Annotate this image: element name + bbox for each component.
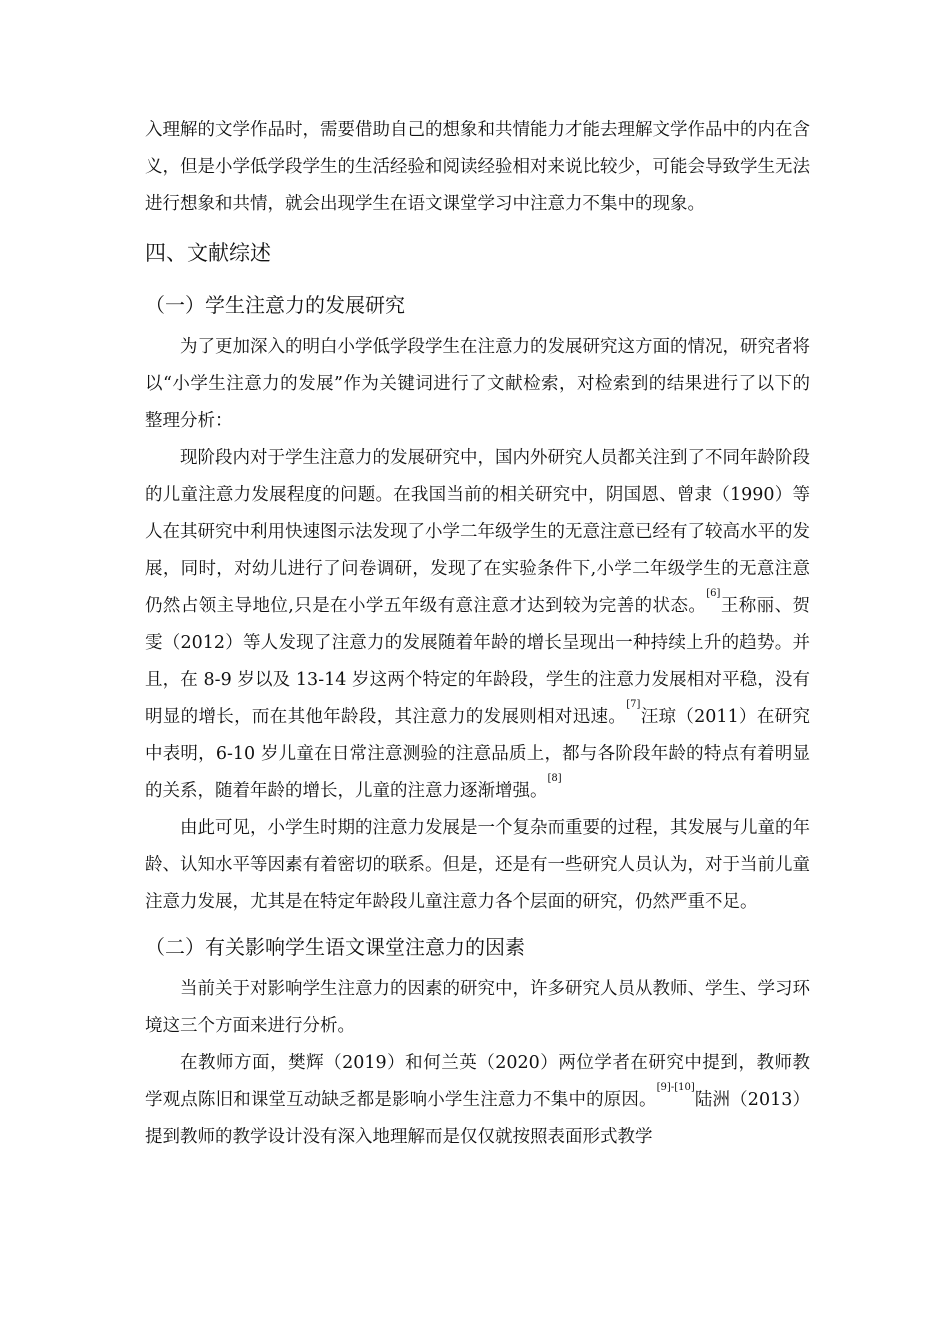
text-segment: 现阶段内对于学生注意力的发展研究中，国内外研究人员都关注到了不同年龄阶段的儿童注意力发展程度的问题。在我国当前的相关研究中，阴国恩、曾隶（1990）等人在其研究中利用快速图示法发现了小学二年级学生的无意注意已经有了较高水平的发展，同时，对幼儿进行了问卷调研，发现了在实验条件下,小学二年级学生的无意注意仍然占领主导地位,只是在小学五年级有意注意才达到较为完善的状态。 <box>145 448 810 616</box>
paragraph-continuation: 入理解的文学作品时，需要借助自己的想象和共情能力才能去理解文学作品中的内在含义，但是小学低学段学生的生活经验和阅读经验相对来说比较少，可能会导致学生无法进行想象和共情，就会出现学生在语文课堂学习中注意力不集中的现象。 <box>145 120 810 214</box>
citation-ref-6: [6] <box>706 588 721 599</box>
paragraph-search-intro: 为了更加深入的明白小学低学段学生在注意力的发展研究这方面的情况，研究者将以“小学生注意力的发展”作为关键词进行了文献检索，对检索到的结果进行了以下的整理分析： <box>145 337 810 431</box>
text-segment: 汪琼（2011）在研究中表明，6-10 岁儿童在日常注意测验的注意品质上，都与各阶段年龄的特点有着明显的关系，随着年龄的增长，儿童的注意力逐渐增强。 <box>145 707 810 801</box>
citation-ref-9-10: [9]-[10] <box>656 1082 695 1093</box>
paragraph-teacher-factors <box>145 1045 810 1156</box>
text-segment: 陆洲（2013）提到教师的教学设计没有深入地理解而是仅仅就按照表面形式教学 <box>145 1090 810 1147</box>
paragraph-research-findings <box>145 440 810 810</box>
section-heading-literature-review: 四、文献综述 <box>145 241 271 265</box>
subsection-heading-influencing-factors: （二）有关影响学生语文课堂注意力的因素 <box>145 935 525 959</box>
citation-ref-8: [8] <box>547 773 562 784</box>
paragraph-summary: 由此可见，小学生时期的注意力发展是一个复杂而重要的过程，其发展与儿童的年龄、认知水平等因素有着密切的联系。但是，还是有一些研究人员认为，对于当前儿童注意力发展，尤其是在特定年龄段儿童注意力各个层面的研究，仍然严重不足。 <box>145 818 810 912</box>
citation-ref-7: [7] <box>626 699 641 710</box>
subsection-heading-attention-development: （一）学生注意力的发展研究 <box>145 293 405 317</box>
text-segment: 王称丽、贺雯（2012）等人发现了注意力的发展随着年龄的增长呈现出一种持续上升的趋势。并且，在 8-9 岁以及 13-14 岁这两个特定的年龄段，学生的注意力发展相对平稳，没有明显的增长，而在其他年龄段，其注意力的发展则相对迅速。 <box>145 596 811 727</box>
page-content <box>145 112 810 1156</box>
text-segment: 在教师方面，樊辉（2019）和何兰英（2020）两位学者在研究中提到，教师教学观点陈旧和课堂互动缺乏都是影响小学生注意力不集中的原因。 <box>145 1053 810 1110</box>
paragraph-factors-intro: 当前关于对影响学生注意力的因素的研究中，许多研究人员从教师、学生、学习环境这三个方面来进行分析。 <box>145 979 810 1036</box>
